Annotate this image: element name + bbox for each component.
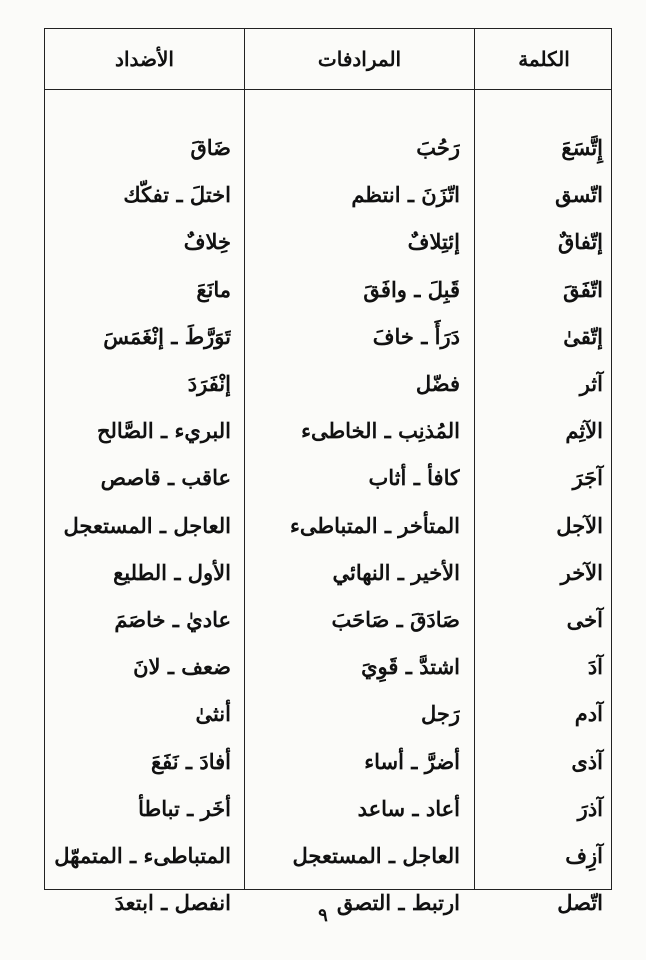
word-cell: اتّصل [557, 890, 603, 916]
table-row [45, 360, 611, 407]
table-row [45, 643, 611, 690]
synonyms-cell: فضّل [415, 371, 460, 397]
synonyms-cell: اتّزَنَ ـ انتظم [351, 182, 460, 208]
table-row [45, 596, 611, 643]
word-table [44, 28, 612, 916]
synonyms-cell: العاجل ـ المستعجل [292, 842, 460, 868]
antonyms-cell: انفصل ـ ابتعدَ [114, 890, 231, 916]
synonyms-cell: الأخير ـ النهائي [332, 559, 460, 585]
word-cell: الآثِم [565, 418, 603, 444]
antonyms-cell: العاجل ـ المستعجل [63, 512, 231, 538]
table-row [45, 737, 611, 784]
synonyms-cell: أعاد ـ ساعد [357, 795, 460, 821]
synonyms-cell: المتأخر ـ المتباطىء [290, 512, 460, 538]
antonyms-cell: البريء ـ الصَّالح [96, 418, 231, 444]
synonyms-cell: اشتدَّ ـ قَوِيَ [361, 654, 460, 680]
table-row [45, 785, 611, 832]
word-cell: اتّسق [555, 182, 603, 208]
table-row [45, 313, 611, 360]
synonyms-cell: دَرَأَ ـ خافَ [372, 323, 460, 349]
synonyms-cell: رَجل [420, 701, 460, 727]
synonyms-cell: صَادَقَ ـ صَاحَبَ [331, 606, 460, 632]
word-cell: آزِف [565, 842, 603, 868]
antonyms-cell: المتباطىء ـ المتمهّل [54, 842, 231, 868]
word-cell: آجَرَ [572, 465, 603, 491]
antonyms-cell: أفادَ ـ نَفَعَ [150, 748, 231, 774]
word-cell: الآجل [556, 512, 603, 538]
table-row [45, 124, 611, 171]
synonyms-cell: أضرَّ ـ أساء [364, 748, 460, 774]
header-antonyms: الأضداد [115, 47, 174, 71]
table-row [45, 832, 611, 879]
synonyms-cell: ارتبط ـ التصق [336, 890, 460, 916]
word-cell: اتّفَقَ [563, 276, 603, 302]
word-cell: إتّقىٰ [563, 323, 603, 349]
table-row [45, 266, 611, 313]
word-cell: آذى [571, 748, 603, 774]
table-row [45, 690, 611, 737]
table-row [45, 407, 611, 454]
table-row [45, 502, 611, 549]
synonyms-cell: كافأ ـ أثاب [368, 465, 460, 491]
antonyms-cell: عاقب ـ قاصص [100, 465, 231, 491]
word-cell: إتّفاقٌ [558, 229, 603, 255]
synonyms-cell: رَحُبَ [416, 135, 460, 161]
word-cell: آثر [579, 371, 603, 397]
header-divider [45, 89, 611, 90]
antonyms-cell: أنثىٰ [195, 701, 231, 727]
word-cell: الآخر [560, 559, 603, 585]
antonyms-cell: مانَعَ [196, 276, 231, 302]
table-row [45, 549, 611, 596]
word-cell: آدم [574, 701, 603, 727]
antonyms-cell: أخَر ـ تباطأ [138, 795, 231, 821]
page-number: ٩ [318, 905, 328, 926]
word-cell: آدَ [587, 654, 603, 680]
table-row [45, 171, 611, 218]
header-synonyms: المرادفات [317, 47, 402, 71]
antonyms-cell: عاديٰ ـ خاصَمَ [114, 606, 231, 632]
antonyms-cell: اختلَ ـ تفكّك [123, 182, 231, 208]
word-cell: إِتَّسَعَ [561, 135, 603, 161]
antonyms-cell: ضَاقَ [190, 135, 231, 161]
synonyms-cell: إئتِلافٌ [407, 229, 460, 255]
table-row [45, 218, 611, 265]
word-cell: آذرَ [577, 795, 603, 821]
synonyms-cell: قَبِلَ ـ وافَقَ [363, 276, 460, 302]
antonyms-cell: ضعف ـ لانَ [133, 654, 231, 680]
antonyms-cell: إنْفَرَدَ [187, 371, 231, 397]
table-body [45, 124, 611, 926]
antonyms-cell: الأول ـ الطليع [113, 559, 231, 585]
synonyms-cell: المُذنِب ـ الخاطىء [301, 418, 460, 444]
word-cell: آخى [566, 606, 603, 632]
antonyms-cell: تَوَرَّطَ ـ إنْغَمَسَ [103, 323, 231, 349]
table-row [45, 454, 611, 501]
antonyms-cell: خِلافٌ [183, 229, 231, 255]
header-word: الكلمة [518, 47, 570, 71]
